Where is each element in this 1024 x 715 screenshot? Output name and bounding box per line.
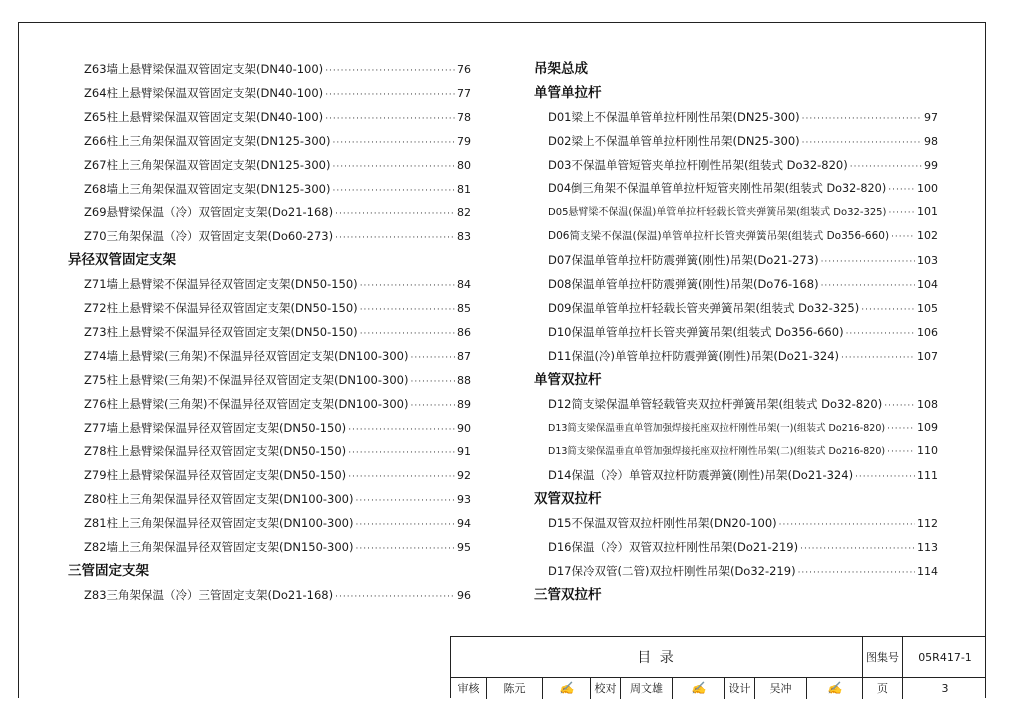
entry-page-number: 79 bbox=[457, 134, 471, 148]
review-label: 审核 bbox=[451, 677, 487, 699]
entry-title: Z76柱上悬臂梁(三角架)不保温异径双管固定支架(DN100-300) bbox=[84, 396, 409, 411]
entry-page-number: 113 bbox=[917, 541, 938, 554]
toc-entry bbox=[84, 299, 471, 317]
entry-page-number: 112 bbox=[917, 517, 938, 531]
entry-title: D09保温单管单拉杆轻载长管夹弹簧吊架(组装式 Do32-325) bbox=[548, 301, 860, 315]
leader-dots bbox=[887, 443, 915, 461]
entry-title: Z71墙上悬臂梁不保温异径双管固定支架(DN50-150) bbox=[84, 277, 358, 292]
leader-dots bbox=[335, 205, 455, 223]
title-block-bottom-row bbox=[451, 677, 986, 699]
entry-title: Z67柱上三角架保温双管固定支架(DN125-300) bbox=[84, 157, 331, 172]
entry-title: Z70三角架保温（冷）双管固定支架(Do60-273) bbox=[84, 229, 334, 244]
leader-dots bbox=[360, 277, 455, 295]
entry-title: D10保温单管单拉杆长管夹弹簧吊架(组装式 Do356-660) bbox=[548, 324, 844, 339]
leader-dots bbox=[333, 134, 456, 152]
entry-title: Z77墙上悬臂梁保温异径双管固定支架(DN50-150) bbox=[84, 420, 347, 435]
leader-dots bbox=[800, 540, 915, 558]
toc-entry bbox=[548, 442, 938, 460]
section-heading: 三管双拉杆 bbox=[534, 586, 602, 603]
entry-page-number: 99 bbox=[924, 158, 938, 172]
toc-entry bbox=[84, 60, 471, 78]
toc-entry bbox=[548, 323, 938, 341]
section-heading: 吊架总成 bbox=[534, 61, 588, 77]
entry-page-number: 88 bbox=[457, 373, 471, 387]
entry-title: D12简支梁保温单管轻载管夹双拉杆弹簧吊架(组装式 Do32-820) bbox=[548, 396, 883, 411]
leader-dots bbox=[360, 325, 455, 343]
leader-dots bbox=[410, 373, 455, 391]
entry-page-number: 86 bbox=[457, 325, 471, 339]
title-block-top-row bbox=[451, 637, 986, 678]
entry-page-number: 94 bbox=[457, 517, 471, 531]
entry-page-number: 108 bbox=[917, 397, 938, 411]
section-heading: 双管双拉杆 bbox=[534, 491, 602, 508]
entry-title: Z78柱上悬臂梁保温异径双管固定支架(DN50-150) bbox=[84, 444, 347, 459]
toc-entry bbox=[548, 203, 938, 221]
entry-title: D01梁上不保温单管单拉杆刚性吊架(DN25-300) bbox=[548, 109, 800, 124]
leader-dots bbox=[821, 253, 915, 271]
page-number: 3 bbox=[941, 681, 949, 695]
entry-page-number: 78 bbox=[457, 110, 471, 124]
entry-page-number: 76 bbox=[457, 63, 471, 76]
entry-page-number: 81 bbox=[457, 182, 471, 196]
entry-title: Z69悬臂梁保温（冷）双管固定支架(Do21-168) bbox=[84, 205, 334, 220]
leader-dots bbox=[888, 204, 915, 222]
designer-name: 吴冲 bbox=[755, 677, 807, 699]
entry-page-number: 80 bbox=[457, 158, 471, 172]
leader-dots bbox=[891, 228, 915, 246]
entry-page-number: 98 bbox=[924, 134, 938, 148]
designer-signature: ✍ bbox=[807, 677, 863, 699]
entry-title: D04倒三角架不保温单管单拉杆短管夹刚性吊架(组装式 Do32-820) bbox=[548, 181, 887, 195]
entry-page-number: 83 bbox=[457, 230, 471, 244]
reviewer-signature: ✍ bbox=[543, 677, 591, 699]
toc-entry bbox=[84, 108, 471, 126]
leader-dots bbox=[850, 158, 922, 176]
entry-title: D05悬臂梁不保温(保温)单管单拉杆轻载长管夹弹簧吊架(组装式 Do32-325) bbox=[548, 207, 887, 219]
toc-entry bbox=[548, 227, 938, 245]
leader-dots bbox=[779, 516, 915, 534]
toc-entry bbox=[548, 538, 938, 556]
toc-entry bbox=[84, 419, 471, 437]
leader-dots bbox=[861, 301, 915, 319]
toc-entry bbox=[84, 132, 471, 150]
entry-page-number: 90 bbox=[457, 421, 471, 435]
toc-entry bbox=[84, 84, 471, 102]
leader-dots bbox=[410, 397, 455, 415]
toc-entry bbox=[84, 156, 471, 174]
entry-title: Z66柱上三角架保温双管固定支架(DN125-300) bbox=[84, 133, 331, 148]
entry-title: Z79柱上悬臂梁保温异径双管固定支架(DN50-150) bbox=[84, 468, 347, 483]
entry-title: Z72柱上悬臂梁不保温异径双管固定支架(DN50-150) bbox=[84, 301, 358, 315]
leader-dots bbox=[798, 564, 915, 582]
entry-page-number: 87 bbox=[457, 349, 471, 363]
toc-entry bbox=[548, 562, 938, 580]
entry-page-number: 93 bbox=[457, 493, 471, 507]
toc-entry bbox=[548, 180, 938, 198]
toc-entry bbox=[548, 347, 938, 365]
entry-title: Z73柱上悬臂梁不保温异径双管固定支架(DN50-150) bbox=[84, 324, 358, 339]
entry-title: D03不保温单管短管夹单拉杆刚性吊架(组装式 Do32-820) bbox=[548, 157, 848, 172]
toc-entry bbox=[84, 203, 471, 221]
toc-entry bbox=[84, 442, 471, 460]
leader-dots bbox=[348, 444, 455, 462]
toc-entry bbox=[84, 347, 471, 365]
entry-page-number: 96 bbox=[457, 588, 471, 602]
entry-title: Z74墙上悬臂梁(三角架)不保温异径双管固定支架(DN100-300) bbox=[84, 348, 409, 363]
leader-dots bbox=[410, 349, 455, 367]
leader-dots bbox=[348, 468, 455, 486]
entry-title: Z82墙上三角架保温异径双管固定支架(DN150-300) bbox=[84, 540, 354, 554]
leader-dots bbox=[802, 134, 922, 152]
entry-page-number: 91 bbox=[457, 445, 471, 459]
entry-title: D07保温单管单拉杆防震弹簧(刚性)吊架(Do21-273) bbox=[548, 253, 819, 268]
leader-dots bbox=[841, 349, 915, 367]
entry-page-number: 109 bbox=[917, 420, 938, 434]
atlas-number: 05R417-1 bbox=[918, 650, 972, 664]
checker-name: 周文雄 bbox=[621, 677, 673, 699]
toc-entry bbox=[84, 180, 471, 198]
toc-entry bbox=[84, 371, 471, 389]
entry-page-number: 105 bbox=[917, 302, 938, 315]
leader-dots bbox=[884, 397, 915, 415]
toc-entry bbox=[84, 323, 471, 341]
section-heading: 三管固定支架 bbox=[68, 562, 149, 579]
toc-entry bbox=[84, 275, 471, 293]
toc-entry bbox=[548, 395, 938, 413]
entry-title: D13简支梁保温垂直单管加强焊接托座双拉杆刚性吊架(一)(组装式 Do216-820) bbox=[548, 422, 886, 434]
section-heading: 单管双拉杆 bbox=[534, 371, 602, 388]
entry-page-number: 85 bbox=[457, 302, 471, 315]
check-label: 校对 bbox=[591, 677, 621, 699]
catalog-title: 目 录 bbox=[451, 637, 863, 677]
leader-dots bbox=[887, 420, 915, 438]
leader-dots bbox=[360, 301, 455, 319]
toc-entry bbox=[548, 466, 938, 484]
toc-entry bbox=[84, 490, 471, 508]
entry-page-number: 107 bbox=[917, 349, 938, 363]
toc-entry bbox=[548, 419, 938, 437]
entry-title: Z65柱上悬臂梁保温双管固定支架(DN40-100) bbox=[84, 109, 324, 124]
title-block bbox=[450, 636, 986, 698]
entry-title: D17保冷双管(二管)双拉杆刚性吊架(Do32-219) bbox=[548, 563, 796, 578]
entry-title: D16保温（冷）双管双拉杆刚性吊架(Do21-219) bbox=[548, 540, 799, 554]
entry-page-number: 110 bbox=[917, 444, 938, 458]
entry-title: Z81柱上三角架保温异径双管固定支架(DN100-300) bbox=[84, 516, 354, 531]
toc-entry bbox=[548, 275, 938, 293]
toc-entry bbox=[84, 395, 471, 413]
leader-dots bbox=[325, 86, 455, 104]
entry-title: D15不保温双管双拉杆刚性吊架(DN20-100) bbox=[548, 516, 777, 531]
leader-dots bbox=[356, 492, 456, 510]
entry-page-number: 106 bbox=[917, 325, 938, 339]
leader-dots bbox=[356, 516, 456, 534]
entry-page-number: 101 bbox=[917, 205, 938, 219]
leader-dots bbox=[846, 325, 915, 343]
toc-entry bbox=[84, 466, 471, 484]
design-label: 设计 bbox=[725, 677, 755, 699]
entry-title: Z68墙上三角架保温双管固定支架(DN125-300) bbox=[84, 181, 331, 196]
entry-title: D08保温单管单拉杆防震弹簧(刚性)吊架(Do76-168) bbox=[548, 277, 819, 292]
toc-entry bbox=[548, 108, 938, 126]
leader-dots bbox=[356, 540, 456, 558]
entry-page-number: 84 bbox=[457, 278, 471, 292]
toc-entry bbox=[548, 251, 938, 269]
leader-dots bbox=[325, 110, 455, 128]
atlas-number-label: 图集号 bbox=[863, 637, 903, 677]
entry-page-number: 82 bbox=[457, 206, 471, 220]
entry-page-number: 95 bbox=[457, 541, 471, 554]
checker-signature: ✍ bbox=[673, 677, 725, 699]
entry-page-number: 97 bbox=[924, 110, 938, 124]
leader-dots bbox=[348, 421, 455, 439]
entry-title: D14保温（冷）单管双拉杆防震弹簧(刚性)吊架(Do21-324) bbox=[548, 468, 854, 483]
toc-entry bbox=[548, 132, 938, 150]
toc-entry bbox=[84, 514, 471, 532]
leader-dots bbox=[333, 182, 456, 200]
page-label: 页 bbox=[863, 677, 903, 699]
leader-dots bbox=[855, 468, 915, 486]
toc-entry bbox=[548, 299, 938, 317]
toc-entry bbox=[548, 514, 938, 532]
leader-dots bbox=[888, 181, 915, 199]
entry-page-number: 100 bbox=[917, 181, 938, 195]
leader-dots bbox=[335, 229, 455, 247]
leader-dots bbox=[802, 110, 922, 128]
toc-entry bbox=[548, 156, 938, 174]
entry-page-number: 89 bbox=[457, 397, 471, 411]
toc-entry bbox=[84, 586, 471, 604]
section-heading: 单管单拉杆 bbox=[534, 84, 602, 101]
entry-page-number: 114 bbox=[917, 564, 938, 578]
entry-title: D06简支梁不保温(保温)单管单拉杆长管夹弹簧吊架(组装式 Do356-660) bbox=[548, 230, 890, 243]
entry-title: D02梁上不保温单管单拉杆刚性吊架(DN25-300) bbox=[548, 133, 800, 148]
entry-page-number: 111 bbox=[917, 469, 938, 483]
entry-title: D11保温(冷)单管单拉杆防震弹簧(刚性)吊架(Do21-324) bbox=[548, 348, 840, 363]
toc-entry bbox=[84, 538, 471, 556]
entry-title: Z64柱上悬臂梁保温双管固定支架(DN40-100) bbox=[84, 85, 324, 100]
entry-page-number: 103 bbox=[917, 254, 938, 268]
entry-page-number: 77 bbox=[457, 86, 471, 100]
leader-dots bbox=[821, 277, 915, 295]
entry-title: D13简支梁保温垂直单管加强焊接托座双拉杆刚性吊架(二)(组装式 Do216-820) bbox=[548, 446, 886, 458]
entry-page-number: 92 bbox=[457, 469, 471, 483]
entry-title: Z63墙上悬臂梁保温双管固定支架(DN40-100) bbox=[84, 62, 324, 76]
entry-title: Z80柱上三角架保温异径双管固定支架(DN100-300) bbox=[84, 492, 354, 507]
leader-dots bbox=[335, 588, 455, 606]
leader-dots bbox=[333, 158, 456, 176]
toc-entry bbox=[84, 227, 471, 245]
entry-page-number: 104 bbox=[917, 278, 938, 292]
section-heading: 异径双管固定支架 bbox=[68, 252, 176, 269]
entry-page-number: 102 bbox=[917, 229, 938, 243]
entry-title: Z83三角架保温（冷）三管固定支架(Do21-168) bbox=[84, 587, 334, 602]
leader-dots bbox=[325, 62, 455, 80]
entry-title: Z75柱上悬臂梁(三角架)不保温异径双管固定支架(DN100-300) bbox=[84, 372, 409, 387]
reviewer-name: 陈元 bbox=[487, 677, 543, 699]
